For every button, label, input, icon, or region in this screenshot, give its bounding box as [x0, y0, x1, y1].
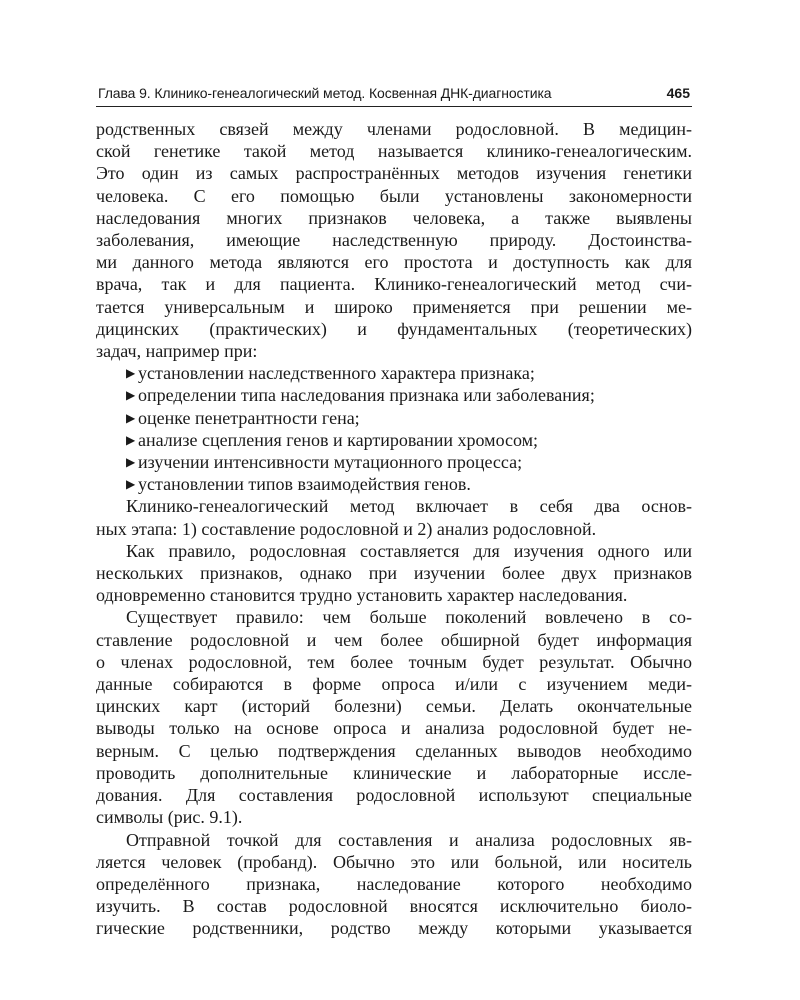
triangle-right-icon: ▶: [126, 366, 136, 381]
paragraph-5: [96, 829, 692, 940]
triangle-right-icon: ▶: [126, 432, 136, 447]
text-line: родственных связей между членами родословной. В медицин-: [96, 119, 692, 139]
page-body: [96, 118, 692, 940]
list-item-text: оценке пенетрантности гена;: [138, 407, 360, 428]
list-item: [96, 429, 692, 451]
text-line: нескольких признаков, однако при изучении более двух признаков: [96, 563, 692, 584]
text-line: Клинико-генеалогический метод включает в себя два основ-: [126, 496, 692, 517]
text-line: тается универсальным и широко применяется при решении ме-: [96, 296, 692, 317]
list-item: [96, 407, 692, 429]
list-item: [96, 362, 692, 384]
page-number: 465: [666, 85, 690, 101]
triangle-right-icon: ▶: [126, 410, 136, 425]
text-line: заболевания, имеющие наследственную природу. Достоинства-: [96, 230, 692, 251]
text-line: ми данного метода являются его простота и доступность как для: [96, 252, 692, 273]
text-line: гические родственники, родство между которыми указывается: [96, 918, 692, 939]
running-title: Глава 9. Клинико-генеалогический метод. Косвенная ДНК-диагностика: [98, 85, 552, 101]
list-item-text: изучении интенсивности мутационного процесса;: [138, 452, 523, 473]
text-line: верным. С целью подтверждения сделанных выводов необходимо: [96, 740, 692, 761]
text-line: дования. Для составления родословной используют специальные: [96, 785, 692, 806]
triangle-right-icon: ▶: [126, 455, 136, 470]
text-line: одновременно становится трудно установить характер наследования.: [96, 585, 628, 606]
text-line: человека. С его помощью были установлены закономерности: [96, 185, 692, 206]
list-item-text: определении типа наследования признака или заболевания;: [138, 385, 595, 406]
text-line: Существует правило: чем больше поколений вовлечено в со-: [126, 607, 692, 628]
text-line: выводы только на основе опроса и анализа родословной будет не-: [96, 718, 692, 739]
text-line: определённого признака, наследование которого необходимо: [96, 873, 692, 894]
text-line: символы (рис. 9.1).: [96, 807, 243, 828]
list-item: [96, 451, 692, 473]
bullet-list: [96, 362, 692, 495]
text-line: проводить дополнительные клинические и лабораторные иссле-: [96, 762, 692, 783]
text-line: ской генетике такой метод называется клинико-генеалогическим.: [96, 141, 692, 162]
text-line: ных этапа: 1) составление родословной и 2) анализ родословной.: [96, 518, 597, 539]
triangle-right-icon: ▶: [126, 477, 136, 492]
text-line: наследования многих признаков человека, а также выявлены: [96, 207, 692, 228]
text-line: цинских карт (историй болезни) семьи. Делать окончательные: [96, 696, 692, 717]
list-item-text: установлении наследственного характера признака;: [138, 363, 535, 384]
text-line: данные собираются в форме опроса и/или с изучением меди-: [96, 674, 692, 695]
text-line: ляется человек (пробанд). Обычно это или больной, или носитель: [96, 851, 692, 872]
list-item-text: анализе сцепления генов и картировании хромосом;: [138, 429, 539, 450]
running-header: [96, 82, 692, 107]
text-line: задач, например при:: [96, 341, 258, 362]
text-line: Это один из самых распространённых методов изучения генетики: [96, 163, 692, 184]
text-line: изучить. В состав родословной вносятся исключительно биоло-: [96, 896, 692, 917]
text-line: ставление родословной и чем более обширной будет информация: [96, 629, 692, 650]
triangle-right-icon: ▶: [126, 388, 136, 403]
text-line: врача, так и для пациента. Клинико-генеалогический метод счи-: [96, 274, 692, 295]
paragraph-1: [96, 118, 692, 362]
list-item-text: установлении типов взаимодействия генов.: [138, 474, 471, 495]
text-line: дицинских (практических) и фундаментальных (теоретических): [96, 318, 692, 339]
paragraph-4: [96, 606, 692, 828]
text-line: Как правило, родословная составляется для изучения одного или: [126, 540, 692, 561]
list-item: [96, 473, 692, 495]
paragraph-3: [96, 540, 692, 607]
text-line: Отправной точкой для составления и анализа родословных яв-: [126, 829, 692, 850]
list-item: [96, 384, 692, 406]
paragraph-2: [96, 495, 692, 539]
text-line: о членах родословной, тем более точным будет результат. Обычно: [96, 651, 692, 672]
